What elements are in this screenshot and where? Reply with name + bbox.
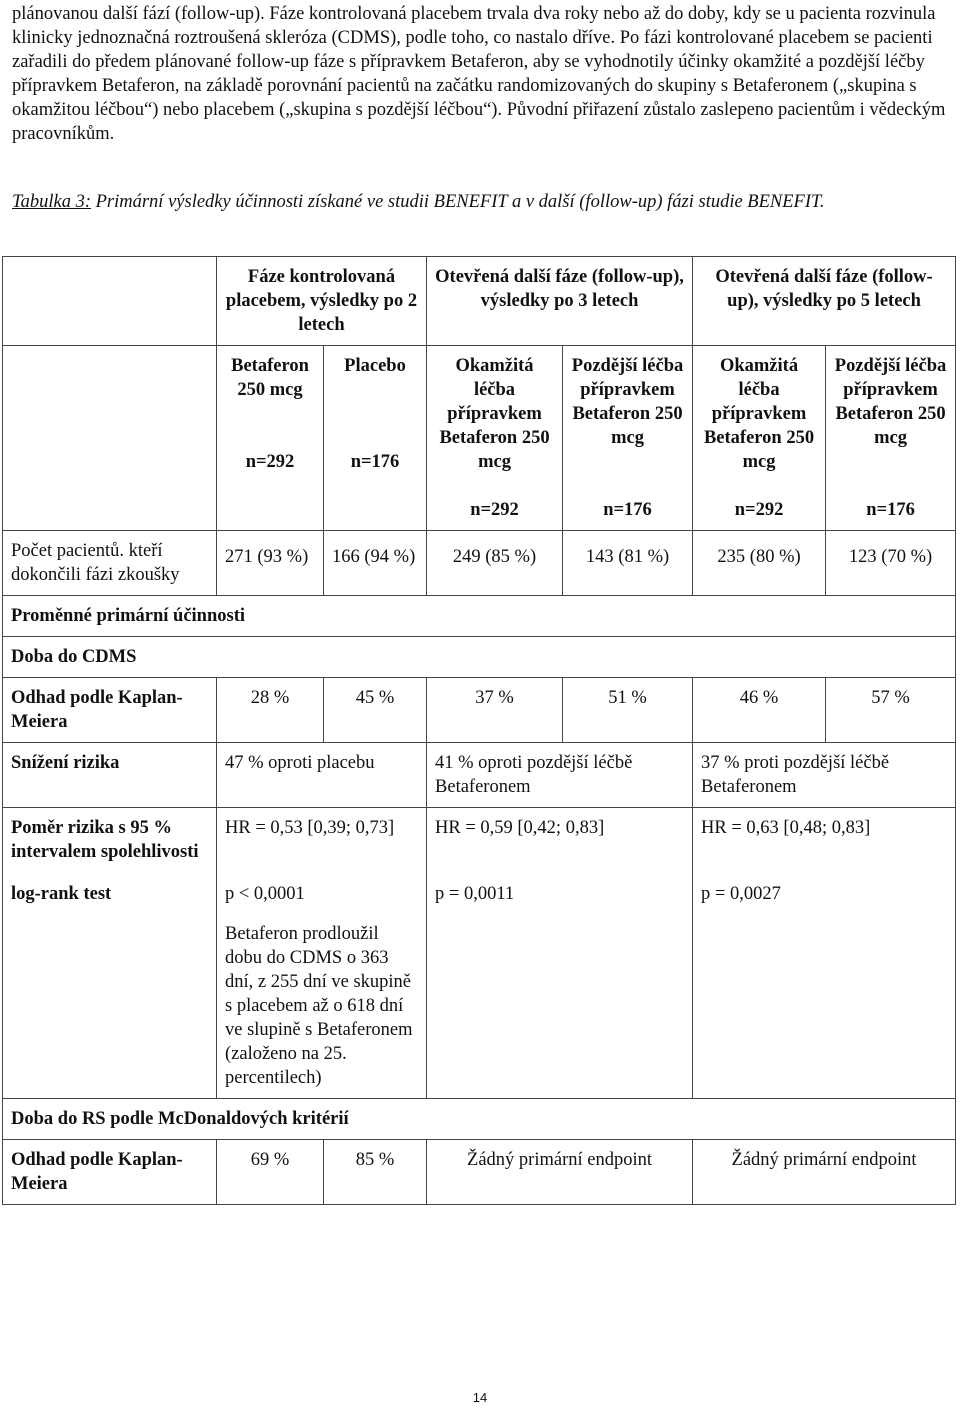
section-primary-efficacy: Proměnné primární účinnosti xyxy=(3,596,956,637)
risk-reduction-value: 37 % proti pozdější léčbě Betaferonem xyxy=(693,743,956,808)
hazard-label-cell xyxy=(3,808,217,1099)
completed-value: 235 (80 %) xyxy=(693,531,826,596)
arm-header-row xyxy=(3,346,956,531)
km-rs-value: Žádný primární endpoint xyxy=(427,1140,693,1205)
km-rs-label: Odhad podle Kaplan-Meiera xyxy=(3,1140,217,1205)
hazard-cell-5y xyxy=(693,808,956,1099)
arm-name: Okamžitá léčba přípravkem Betaferon 250 mcg xyxy=(439,356,550,472)
arm-n: n=176 xyxy=(866,500,915,520)
intro-paragraph xyxy=(12,2,952,146)
spacer xyxy=(225,906,418,922)
risk-reduction-row xyxy=(3,743,956,808)
arm-header-placebo xyxy=(324,346,427,531)
completed-value: 143 (81 %) xyxy=(563,531,693,596)
arm-n: n=292 xyxy=(470,500,519,520)
section-row-primary xyxy=(3,596,956,637)
risk-reduction-value: 47 % oproti placebu xyxy=(217,743,427,808)
completed-value: 166 (94 %) xyxy=(324,531,427,596)
km-cdms-value: 37 % xyxy=(427,678,563,743)
caption-text: Primární výsledky účinnosti získané ve studii BENEFIT a v další (follow-up) fázi studie BENEFIT. xyxy=(90,192,825,212)
section-row-cdms xyxy=(3,637,956,678)
cdms-delay-note: Betaferon prodloužil dobu do CDMS o 363 dní, z 255 dní ve skupině s placebem až o 618 dní ve slupině s Betaferonem (založeno na 25. percentilech) xyxy=(225,924,413,1088)
arm-n: n=176 xyxy=(350,452,400,472)
arm-n: n=292 xyxy=(734,500,784,520)
km-cdms-value: 46 % xyxy=(693,678,826,743)
hazard-ratio-label: Poměr rizika s 95 % intervalem spolehlivosti xyxy=(11,818,199,862)
arm-name: Okamžitá léčba přípravkem Betaferon 250 mcg xyxy=(703,356,815,472)
arm-header-immediate-5y xyxy=(693,346,826,531)
arm-header-immediate-3y xyxy=(427,346,563,531)
hazard-ratio-value: HR = 0,59 [0,42; 0,83] xyxy=(435,818,605,838)
spacer xyxy=(435,840,684,882)
hazard-ratio-value: HR = 0,63 [0,48; 0,83] xyxy=(701,818,871,838)
arm-name: Pozdější léčba přípravkem Betaferon 250 mcg xyxy=(571,356,684,448)
km-cdms-value: 51 % xyxy=(563,678,693,743)
p-value: p = 0,0027 xyxy=(701,884,781,904)
arm-header-delayed-5y xyxy=(826,346,956,531)
km-rs-row xyxy=(3,1140,956,1205)
completed-value: 271 (93 %) xyxy=(217,531,324,596)
p-value: p < 0,0001 xyxy=(225,884,305,904)
phase-header-followup-5y: Otevřená další fáze (follow-up), výsledky po 5 letech xyxy=(693,257,956,346)
hazard-ratio-row xyxy=(3,808,956,1099)
hazard-cell-2y xyxy=(217,808,427,1099)
arm-n: n=176 xyxy=(603,500,652,520)
km-cdms-value: 57 % xyxy=(826,678,956,743)
spacer xyxy=(701,840,947,882)
km-cdms-value: 28 % xyxy=(217,678,324,743)
p-value: p = 0,0011 xyxy=(435,884,515,904)
arm-name: Betaferon 250 mcg xyxy=(231,356,309,400)
arm-name: Placebo xyxy=(344,356,406,376)
page-number: 14 xyxy=(472,1390,488,1405)
empty-arm-label-cell xyxy=(3,346,217,531)
km-rs-value: 85 % xyxy=(324,1140,427,1205)
completed-label: Počet pacientů. kteří dokončili fázi zkoušky xyxy=(3,531,217,596)
phase-header-followup-3y: Otevřená další fáze (follow-up), výsledky po 3 letech xyxy=(427,257,693,346)
empty-corner-cell xyxy=(3,257,217,346)
arm-n: n=292 xyxy=(245,452,295,472)
phase-header-row xyxy=(3,257,956,346)
km-cdms-row xyxy=(3,678,956,743)
spacer xyxy=(225,840,418,882)
completed-patients-row xyxy=(3,531,956,596)
intro-text: plánovanou další fází (follow-up). Fáze kontrolovaná placebem trvala dva roky nebo až do doby, kdy se u pacienta rozvinula klinicky jednoznačná roztroušená skleróza (CDMS), podle toho, co nastalo dříve. Po fázi kontrolované placebem se pacienti zařadili do předem plánované follow-up fáze s přípravkem Betaferon, aby se vyhodnotily účinky okamžité a pozdější léčby přípravkem Betaferon, na základě porovnání pacientů na začátku randomizovaných do skupiny s Betaferonem („skupina s okamžitou léčbou“) nebo placebem („skupina s pozdější léčbou“). Původní přiřazení zůstalo zaslepeno pacientům i vědeckým pracovníkům. xyxy=(12,4,946,144)
results-table xyxy=(2,256,956,1205)
hazard-cell-3y xyxy=(427,808,693,1099)
completed-value: 249 (85 %) xyxy=(427,531,563,596)
section-row-rs xyxy=(3,1099,956,1140)
section-time-to-rs: Doba do RS podle McDonaldových kritérií xyxy=(3,1099,956,1140)
km-rs-value: Žádný primární endpoint xyxy=(693,1140,956,1205)
km-cdms-value: 45 % xyxy=(324,678,427,743)
table-caption xyxy=(12,190,912,214)
risk-reduction-label: Snížení rizika xyxy=(3,743,217,808)
spacer xyxy=(11,864,208,882)
arm-header-delayed-3y xyxy=(563,346,693,531)
section-time-to-cdms: Doba do CDMS xyxy=(3,637,956,678)
hazard-ratio-value: HR = 0,53 [0,39; 0,73] xyxy=(225,818,395,838)
arm-header-betaferon xyxy=(217,346,324,531)
km-cdms-label: Odhad podle Kaplan-Meiera xyxy=(3,678,217,743)
logrank-label: log-rank test xyxy=(11,884,112,904)
caption-label: Tabulka 3: xyxy=(12,192,91,212)
arm-name: Pozdější léčba přípravkem Betaferon 250 mcg xyxy=(834,356,947,448)
completed-value: 123 (70 %) xyxy=(826,531,956,596)
km-rs-value: 69 % xyxy=(217,1140,324,1205)
risk-reduction-value: 41 % oproti pozdější léčbě Betaferonem xyxy=(427,743,693,808)
phase-header-placebo-controlled: Fáze kontrolovaná placebem, výsledky po 2 letech xyxy=(217,257,427,346)
